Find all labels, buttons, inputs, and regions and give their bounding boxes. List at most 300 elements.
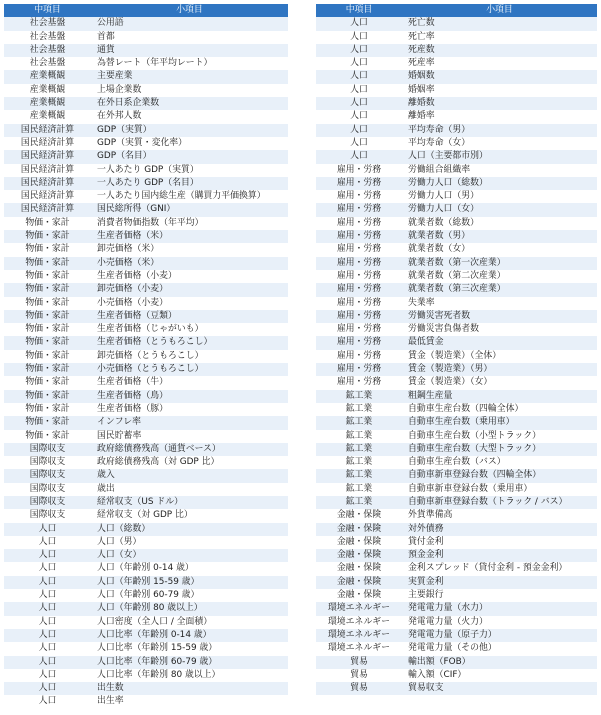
table-row: [4, 283, 288, 296]
table-row: [4, 443, 288, 456]
item-cell: 就業者数（第三次産業）: [402, 283, 597, 296]
category-cell: 国民経済計算: [4, 177, 91, 190]
table-row: [4, 496, 288, 509]
table-row: [316, 283, 597, 296]
item-cell: 平均寿命（男）: [402, 124, 597, 137]
category-cell: 人口: [316, 84, 402, 97]
category-cell: 環境エネルギー: [316, 629, 402, 642]
item-cell: 輸入額（CIF）: [402, 669, 597, 682]
table-row: [4, 430, 288, 443]
category-cell: 国民経済計算: [4, 190, 91, 203]
item-cell: 失業率: [402, 297, 597, 310]
item-cell: 就業者数（女）: [402, 243, 597, 256]
category-cell: 人口: [316, 110, 402, 123]
category-cell: 雇用・労務: [316, 363, 402, 376]
category-cell: 鉱工業: [316, 483, 402, 496]
category-cell: 雇用・労務: [316, 190, 402, 203]
table-row: [316, 390, 597, 403]
item-cell: 就業者数（総数）: [402, 217, 597, 230]
category-cell: 金融・保険: [316, 562, 402, 575]
item-cell: 小売価格（米）: [91, 257, 288, 270]
table-row: [316, 682, 597, 695]
item-cell: 人口（年齢別 0-14 歳）: [91, 562, 288, 575]
category-cell: 環境エネルギー: [316, 602, 402, 615]
category-cell: 国際収支: [4, 443, 91, 456]
table-row: [4, 190, 288, 203]
category-cell: 物価・家計: [4, 403, 91, 416]
table-row: [316, 589, 597, 602]
left-header-item: 小項目: [91, 4, 288, 17]
item-cell: 人口（女）: [91, 549, 288, 562]
item-cell: 歳出: [91, 483, 288, 496]
table-row: [316, 430, 597, 443]
table-row: [4, 456, 288, 469]
item-cell: 人口比率（年齢別 80 歳以上）: [91, 669, 288, 682]
category-cell: 雇用・労務: [316, 217, 402, 230]
table-row: [316, 576, 597, 589]
item-cell: 人口（総数）: [91, 523, 288, 536]
right-header-item: 小項目: [402, 4, 597, 17]
table-row: [316, 363, 597, 376]
category-cell: 物価・家計: [4, 430, 91, 443]
category-cell: 物価・家計: [4, 283, 91, 296]
category-cell: 国民経済計算: [4, 203, 91, 216]
category-cell: 産業概観: [4, 84, 91, 97]
item-cell: 卸売価格（とうもろこし）: [91, 350, 288, 363]
category-cell: 人口: [4, 576, 91, 589]
item-cell: 輸出額（FOB）: [402, 656, 597, 669]
category-cell: 貿易: [316, 669, 402, 682]
table-row: [316, 323, 597, 336]
category-cell: 金融・保険: [316, 549, 402, 562]
item-cell: 人口（主要都市別）: [402, 150, 597, 163]
table-row: [316, 656, 597, 669]
item-cell: 労働力人口（総数）: [402, 177, 597, 190]
table-row: [316, 203, 597, 216]
table-row: [4, 469, 288, 482]
table-row: [4, 323, 288, 336]
table-row: [316, 124, 597, 137]
category-cell: 国際収支: [4, 509, 91, 522]
item-cell: 通貨: [91, 44, 288, 57]
item-cell: 小売価格（小麦）: [91, 297, 288, 310]
table-row: [316, 217, 597, 230]
right-table-body: [316, 17, 597, 695]
category-cell: 雇用・労務: [316, 376, 402, 389]
category-cell: 社会基盤: [4, 44, 91, 57]
category-cell: 人口: [316, 44, 402, 57]
category-cell: 国民経済計算: [4, 164, 91, 177]
item-cell: 歳入: [91, 469, 288, 482]
table-row: [316, 496, 597, 509]
table-row: [4, 416, 288, 429]
category-cell: 物価・家計: [4, 416, 91, 429]
item-cell: 労働災害負傷者数: [402, 323, 597, 336]
category-cell: 人口: [316, 97, 402, 110]
item-cell: 発電電力量（その他）: [402, 642, 597, 655]
category-cell: 物価・家計: [4, 376, 91, 389]
category-cell: 雇用・労務: [316, 257, 402, 270]
table-row: [4, 57, 288, 70]
category-cell: 人口: [4, 695, 91, 708]
item-cell: 就業者数（男）: [402, 230, 597, 243]
category-cell: 人口: [4, 602, 91, 615]
table-row: [4, 217, 288, 230]
table-row: [4, 97, 288, 110]
category-cell: 物価・家計: [4, 230, 91, 243]
table-row: [4, 536, 288, 549]
item-cell: 発電電力量（火力）: [402, 616, 597, 629]
category-cell: 物価・家計: [4, 243, 91, 256]
category-cell: 環境エネルギー: [316, 616, 402, 629]
table-row: [316, 443, 597, 456]
category-cell: 人口: [316, 150, 402, 163]
table-row: [316, 137, 597, 150]
table-row: [4, 17, 288, 30]
category-cell: 物価・家計: [4, 363, 91, 376]
item-cell: 自動車新車登録台数（乗用車）: [402, 483, 597, 496]
category-cell: 社会基盤: [4, 17, 91, 30]
category-cell: 貿易: [316, 656, 402, 669]
category-cell: 物価・家計: [4, 270, 91, 283]
item-cell: 自動車生産台数（四輪全体）: [402, 403, 597, 416]
item-cell: 人口密度（全人口 / 全面積）: [91, 616, 288, 629]
table-row: [316, 602, 597, 615]
table-row: [316, 270, 597, 283]
table-row: [316, 57, 597, 70]
item-cell: 労働災害死者数: [402, 310, 597, 323]
category-cell: 物価・家計: [4, 350, 91, 363]
item-cell: 首都: [91, 31, 288, 44]
table-row: [4, 562, 288, 575]
item-cell: 人口（男）: [91, 536, 288, 549]
category-cell: 産業概観: [4, 110, 91, 123]
item-cell: 主要産業: [91, 70, 288, 83]
category-cell: 国民経済計算: [4, 150, 91, 163]
item-cell: 出生率: [91, 695, 288, 708]
table-row: [316, 376, 597, 389]
table-row: [4, 376, 288, 389]
category-cell: 社会基盤: [4, 31, 91, 44]
category-cell: 雇用・労務: [316, 336, 402, 349]
table-row: [316, 350, 597, 363]
table-row: [4, 177, 288, 190]
table-row: [4, 629, 288, 642]
category-cell: 人口: [4, 562, 91, 575]
item-cell: 賃金（製造業）（男）: [402, 363, 597, 376]
category-cell: 雇用・労務: [316, 270, 402, 283]
category-cell: 金融・保険: [316, 523, 402, 536]
table-row: [4, 230, 288, 243]
table-row: [316, 110, 597, 123]
category-cell: 人口: [4, 682, 91, 695]
category-cell: 鉱工業: [316, 416, 402, 429]
table-row: [4, 682, 288, 695]
left-header-category: 中項目: [4, 4, 91, 17]
table-row: [4, 589, 288, 602]
table-row: [316, 642, 597, 655]
table-row: [316, 190, 597, 203]
category-cell: 雇用・労務: [316, 350, 402, 363]
table-row: [4, 390, 288, 403]
table-row: [4, 44, 288, 57]
item-cell: 国民総所得（GNI）: [91, 203, 288, 216]
item-cell: 離婚数: [402, 97, 597, 110]
category-cell: 人口: [4, 669, 91, 682]
category-cell: 人口: [4, 629, 91, 642]
table-row: [4, 203, 288, 216]
table-row: [316, 523, 597, 536]
table-row: [316, 669, 597, 682]
table-row: [4, 616, 288, 629]
table-row: [316, 243, 597, 256]
item-cell: 自動車生産台数（大型トラック）: [402, 443, 597, 456]
category-cell: 人口: [4, 642, 91, 655]
category-cell: 鉱工業: [316, 496, 402, 509]
item-cell: 生産者価格（米）: [91, 230, 288, 243]
left-table-body: [4, 17, 288, 708]
item-cell: 一人あたり GDP（名目）: [91, 177, 288, 190]
item-cell: 粗鋼生産量: [402, 390, 597, 403]
table-row: [4, 310, 288, 323]
category-cell: 物価・家計: [4, 257, 91, 270]
table-row: [4, 297, 288, 310]
item-cell: 生産者価格（じゃがいも）: [91, 323, 288, 336]
item-cell: 国民貯蓄率: [91, 430, 288, 443]
item-cell: 公用語: [91, 17, 288, 30]
category-cell: 人口: [316, 137, 402, 150]
table-row: [316, 44, 597, 57]
item-cell: 生産者価格（豆類）: [91, 310, 288, 323]
item-cell: 一人あたり GDP（実質）: [91, 164, 288, 177]
category-cell: 鉱工業: [316, 443, 402, 456]
item-cell: 一人あたり国内総生産（購買力平価換算）: [91, 190, 288, 203]
item-cell: 為替レート（年平均レート）: [91, 57, 288, 70]
item-cell: 生産者価格（牛）: [91, 376, 288, 389]
right-indicator-table: [316, 4, 597, 695]
category-cell: 人口: [4, 616, 91, 629]
category-cell: 人口: [316, 17, 402, 30]
table-row: [316, 164, 597, 177]
table-row: [316, 230, 597, 243]
category-cell: 貿易: [316, 682, 402, 695]
category-cell: 物価・家計: [4, 310, 91, 323]
category-cell: 雇用・労務: [316, 164, 402, 177]
table-row: [316, 549, 597, 562]
item-cell: インフレ率: [91, 416, 288, 429]
item-cell: 外貨準備高: [402, 509, 597, 522]
table-row: [4, 110, 288, 123]
table-row: [4, 602, 288, 615]
item-cell: 労働力人口（男）: [402, 190, 597, 203]
category-cell: 人口: [316, 70, 402, 83]
item-cell: 生産者価格（豚）: [91, 403, 288, 416]
category-cell: 人口: [316, 31, 402, 44]
item-cell: 人口比率（年齢別 0-14 歳）: [91, 629, 288, 642]
item-cell: 主要銀行: [402, 589, 597, 602]
table-row: [316, 84, 597, 97]
table-row: [316, 257, 597, 270]
item-cell: 労働組合組織率: [402, 164, 597, 177]
category-cell: 雇用・労務: [316, 230, 402, 243]
table-row: [316, 336, 597, 349]
category-cell: 産業概観: [4, 70, 91, 83]
category-cell: 金融・保険: [316, 576, 402, 589]
item-cell: 賃金（製造業）（全体）: [402, 350, 597, 363]
table-row: [4, 164, 288, 177]
item-cell: 離婚率: [402, 110, 597, 123]
category-cell: 雇用・労務: [316, 310, 402, 323]
item-cell: 就業者数（第二次産業）: [402, 270, 597, 283]
left-indicator-table: [4, 4, 288, 709]
item-cell: 自動車生産台数（小型トラック）: [402, 430, 597, 443]
item-cell: 人口（年齢別 60-79 歳）: [91, 589, 288, 602]
category-cell: 人口: [4, 523, 91, 536]
category-cell: 物価・家計: [4, 323, 91, 336]
table-row: [316, 97, 597, 110]
table-row: [4, 84, 288, 97]
table-row: [4, 523, 288, 536]
item-cell: 自動車生産台数（バス）: [402, 456, 597, 469]
category-cell: 国際収支: [4, 496, 91, 509]
item-cell: 平均寿命（女）: [402, 137, 597, 150]
item-cell: GDP（実質・変化率）: [91, 137, 288, 150]
item-cell: 預金金利: [402, 549, 597, 562]
category-cell: 国際収支: [4, 456, 91, 469]
table-row: [4, 270, 288, 283]
table-row: [4, 137, 288, 150]
category-cell: 人口: [4, 549, 91, 562]
table-row: [4, 257, 288, 270]
category-cell: 産業概観: [4, 97, 91, 110]
item-cell: 卸売価格（米）: [91, 243, 288, 256]
table-row: [316, 536, 597, 549]
category-cell: 国民経済計算: [4, 124, 91, 137]
table-row: [4, 150, 288, 163]
table-row: [4, 549, 288, 562]
item-cell: 出生数: [91, 682, 288, 695]
category-cell: 金融・保険: [316, 589, 402, 602]
category-cell: 鉱工業: [316, 456, 402, 469]
item-cell: 人口比率（年齢別 60-79 歳）: [91, 656, 288, 669]
item-cell: 自動車新車登録台数（四輪全体）: [402, 469, 597, 482]
item-cell: 実質金利: [402, 576, 597, 589]
item-cell: 消費者物価指数（年平均）: [91, 217, 288, 230]
item-cell: 発電電力量（原子力）: [402, 629, 597, 642]
table-row: [4, 403, 288, 416]
item-cell: 人口（年齢別 15-59 歳）: [91, 576, 288, 589]
table-row: [4, 483, 288, 496]
table-row: [4, 363, 288, 376]
item-cell: 自動車新車登録台数（トラック / バス）: [402, 496, 597, 509]
category-cell: 環境エネルギー: [316, 642, 402, 655]
category-cell: 雇用・労務: [316, 283, 402, 296]
item-cell: 死亡率: [402, 31, 597, 44]
table-row: [316, 403, 597, 416]
item-cell: 金利スプレッド（貸付金利 - 預金金利）: [402, 562, 597, 575]
item-cell: 死産数: [402, 44, 597, 57]
category-cell: 物価・家計: [4, 336, 91, 349]
category-cell: 人口: [4, 536, 91, 549]
item-cell: 貸付金利: [402, 536, 597, 549]
item-cell: 小売価格（とうもろこし）: [91, 363, 288, 376]
category-cell: 鉱工業: [316, 403, 402, 416]
item-cell: 生産者価格（小麦）: [91, 270, 288, 283]
category-cell: 物価・家計: [4, 297, 91, 310]
right-header-row: [316, 4, 597, 17]
table-row: [316, 509, 597, 522]
category-cell: 人口: [4, 589, 91, 602]
table-row: [316, 31, 597, 44]
item-cell: 死産率: [402, 57, 597, 70]
category-cell: 人口: [4, 656, 91, 669]
category-cell: 人口: [316, 57, 402, 70]
right-header-category: 中項目: [316, 4, 402, 17]
table-row: [4, 576, 288, 589]
left-header-row: [4, 4, 288, 17]
item-cell: 経常収支（対 GDP 比）: [91, 509, 288, 522]
category-cell: 金融・保険: [316, 509, 402, 522]
table-row: [316, 416, 597, 429]
item-cell: 卸売価格（小麦）: [91, 283, 288, 296]
table-row: [4, 656, 288, 669]
item-cell: 政府総債務残高（対 GDP 比）: [91, 456, 288, 469]
item-cell: 在外邦人数: [91, 110, 288, 123]
table-row: [316, 629, 597, 642]
table-row: [316, 456, 597, 469]
item-cell: 婚姻数: [402, 70, 597, 83]
category-cell: 金融・保険: [316, 536, 402, 549]
category-cell: 雇用・労務: [316, 297, 402, 310]
category-cell: 雇用・労務: [316, 243, 402, 256]
item-cell: 上場企業数: [91, 84, 288, 97]
item-cell: 人口比率（年齢別 15-59 歳）: [91, 642, 288, 655]
table-row: [4, 124, 288, 137]
item-cell: 発電電力量（水力）: [402, 602, 597, 615]
category-cell: 鉱工業: [316, 430, 402, 443]
category-cell: 雇用・労務: [316, 323, 402, 336]
category-cell: 物価・家計: [4, 390, 91, 403]
item-cell: 死亡数: [402, 17, 597, 30]
item-cell: GDP（実質）: [91, 124, 288, 137]
item-cell: 自動車生産台数（乗用車）: [402, 416, 597, 429]
category-cell: 人口: [316, 124, 402, 137]
item-cell: 在外日系企業数: [91, 97, 288, 110]
item-cell: 生産者価格（鳥）: [91, 390, 288, 403]
table-row: [4, 70, 288, 83]
table-row: [4, 336, 288, 349]
table-row: [4, 695, 288, 708]
table-row: [316, 469, 597, 482]
item-cell: 労働力人口（女）: [402, 203, 597, 216]
table-row: [4, 642, 288, 655]
category-cell: 鉱工業: [316, 390, 402, 403]
category-cell: 国民経済計算: [4, 137, 91, 150]
table-row: [316, 70, 597, 83]
item-cell: 就業者数（第一次産業）: [402, 257, 597, 270]
table-row: [316, 562, 597, 575]
category-cell: 物価・家計: [4, 217, 91, 230]
table-row: [316, 483, 597, 496]
item-cell: 経常収支（US ドル）: [91, 496, 288, 509]
table-row: [316, 17, 597, 30]
item-cell: 生産者価格（とうもろこし）: [91, 336, 288, 349]
category-cell: 社会基盤: [4, 57, 91, 70]
category-cell: 雇用・労務: [316, 203, 402, 216]
item-cell: 貿易収支: [402, 682, 597, 695]
category-cell: 国際収支: [4, 483, 91, 496]
item-cell: 賃金（製造業）（女）: [402, 376, 597, 389]
